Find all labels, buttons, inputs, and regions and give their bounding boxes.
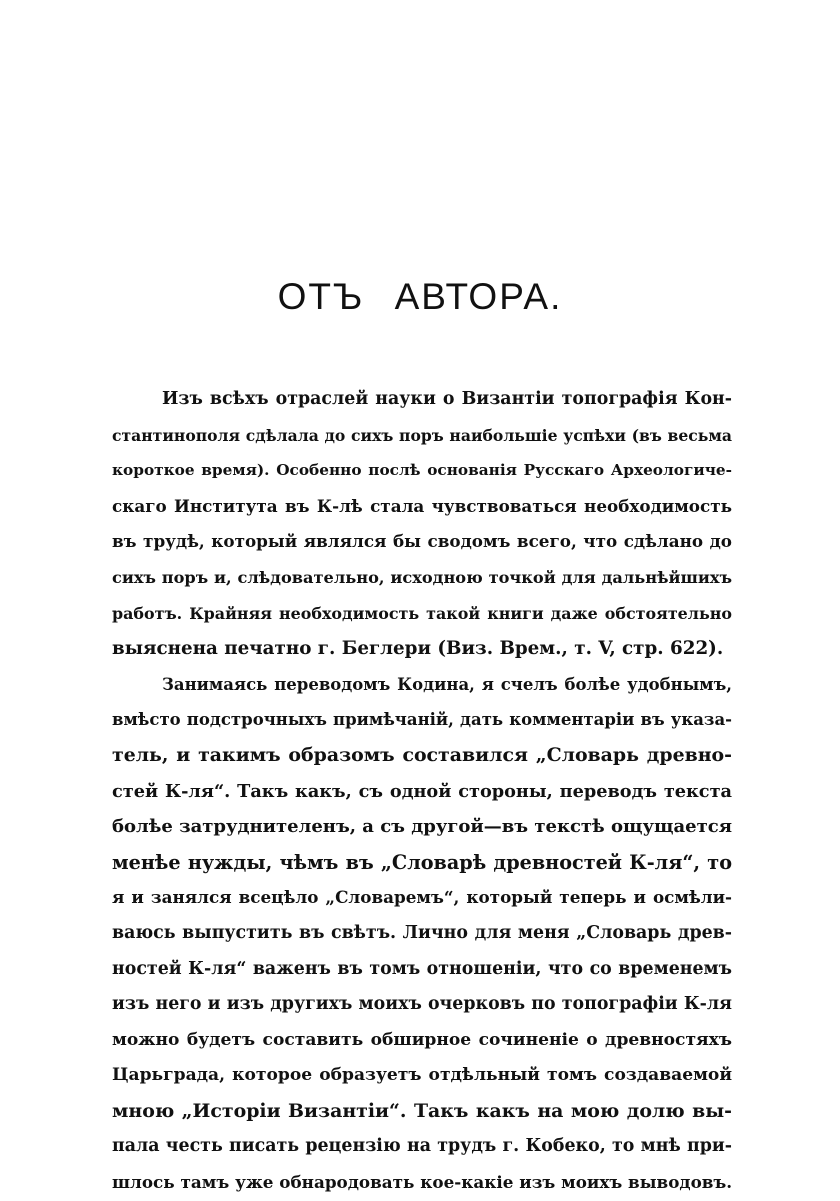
text-line: сихъ поръ и, слѣдовательно, исходною точкой для дальнѣйшихъ	[112, 567, 732, 587]
text-line: короткое время). Особенно послѣ основанія Русскаго Археологиче-	[112, 461, 732, 480]
text-line: можно будетъ составить обширное сочиненіе о древностяхъ	[112, 1029, 732, 1050]
text-line: Изъ всѣхъ отраслей науки о Византіи топографія Кон-	[162, 389, 732, 409]
text-line: въ трудѣ, который являлся бы сводомъ всего, что сдѣлано до	[112, 531, 732, 552]
text-line: тель, и такимъ образомъ составился „Словарь древно-	[112, 743, 732, 766]
text-line: вмѣсто подстрочныхъ примѣчаній, дать комментаріи въ указа-	[112, 710, 732, 730]
text-line: стей К-ля“. Такъ какъ, съ одной стороны, переводъ текста	[112, 780, 732, 802]
text-line: скаго Института въ К-лѣ стала чувствоваться необходимость	[112, 495, 732, 516]
text-line: ваюсь выпустить въ свѣтъ. Лично для меня „Словарь древ-	[112, 922, 732, 943]
text-line: изъ него и изъ другихъ моихъ очерковъ по топографіи К-ля	[112, 994, 732, 1015]
text-line: пала честь писать рецензію на трудъ г. Кобеко, то мнѣ при-	[112, 1136, 732, 1157]
text-line: болѣе затруднителенъ, а съ другой—въ текстѣ ощущается	[112, 816, 732, 838]
text-line: Царьграда, которое образуетъ отдѣльный томъ создаваемой	[112, 1065, 732, 1086]
body-text	[112, 382, 732, 1201]
text-line: менѣе нужды, чѣмъ въ „Словарѣ древностей К-ля“, то	[112, 850, 732, 874]
text-line: мною „Исторіи Византіи“. Такъ какъ на мою долю вы-	[112, 1099, 732, 1122]
text-line: Занимаясь переводомъ Кодина, я счелъ болѣе удобнымъ,	[162, 674, 732, 694]
text-line: шлось тамъ уже обнародовать кое-какіе изъ моихъ выводовъ.	[112, 1172, 733, 1193]
text-line: ностей К-ля“ важенъ въ томъ отношеніи, что со временемъ	[112, 958, 732, 979]
text-line: стантинополя сдѣлала до сихъ поръ наибольшіе успѣхи (въ весьма	[112, 425, 732, 445]
text-line: работъ. Крайняя необходимость такой книги даже обстоятельно	[112, 603, 732, 623]
text-line: выяснена печатно г. Беглери (Виз. Врем., т. V, стр. 622).	[112, 638, 724, 660]
text-line: я и занялся всецѣло „Словаремъ“, который теперь и осмѣли-	[112, 887, 732, 908]
page-heading: ОТЪ АВТОРА.	[277, 276, 563, 317]
